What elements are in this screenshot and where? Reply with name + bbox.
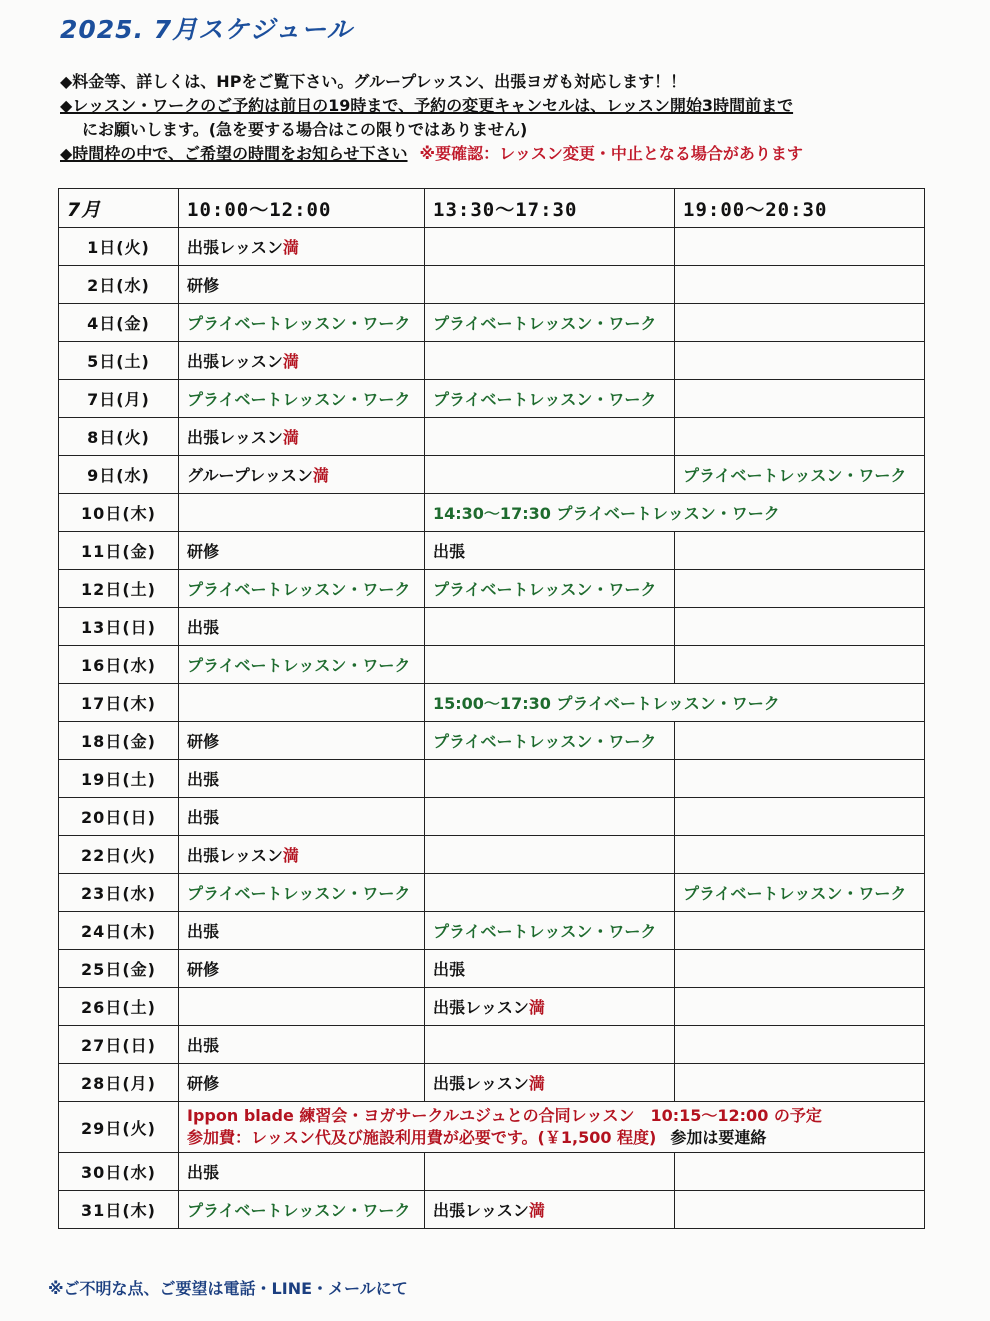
slot-evening (675, 456, 925, 494)
slot-text: 14:30～17:30 プライベートレッスン・ワーク (433, 504, 780, 523)
note-line-1: ◆料金等、詳しくは、HPをご覧下さい。グループレッスン、出張ヨガも対応します！！ (60, 72, 687, 91)
slot-morning (179, 418, 425, 456)
table-row (59, 988, 925, 1026)
special-event-cell (179, 1102, 925, 1153)
slot-text: プライベートレッスン・ワーク (187, 390, 411, 409)
row-date: 8日(火) (59, 418, 179, 456)
slot-evening (675, 646, 925, 684)
row-date: 2日(水) (59, 266, 179, 304)
slot-evening (675, 1064, 925, 1102)
slot-morning (179, 570, 425, 608)
slot-morning (179, 836, 425, 874)
note-line-4-text: ◆時間枠の中で、ご希望の時間をお知らせ下さい (60, 144, 408, 163)
slot-text: 出張 (187, 1036, 220, 1055)
slot-afternoon (425, 304, 675, 342)
slot-afternoon (425, 228, 675, 266)
row-date: 25日(金) (59, 950, 179, 988)
slot-afternoon (425, 722, 675, 760)
slot-afternoon (425, 1153, 675, 1191)
page-title: 2025. 7月スケジュール (60, 15, 353, 44)
slot-text: 出張レッスン (433, 1074, 529, 1093)
table-row (59, 798, 925, 836)
slot-afternoon (425, 912, 675, 950)
slot-afternoon (425, 380, 675, 418)
slot-morning (179, 494, 425, 532)
full-mark: 満 (282, 846, 299, 865)
note-warning: ※要確認：レッスン変更・中止となる場合があります (419, 144, 803, 163)
slot-text: 研修 (187, 1074, 220, 1093)
table-row (59, 380, 925, 418)
slot-text: プライベートレッスン・ワーク (433, 390, 657, 409)
slot-text: 研修 (187, 960, 220, 979)
slot-text: 出張 (187, 770, 220, 789)
slot-evening (675, 912, 925, 950)
slot-evening (675, 304, 925, 342)
slot-evening (675, 228, 925, 266)
slot-morning (179, 1153, 425, 1191)
table-header-row (59, 189, 925, 228)
slot-evening (675, 836, 925, 874)
slot-evening (675, 532, 925, 570)
slot-morning (179, 988, 425, 1026)
slot-morning (179, 1026, 425, 1064)
table-row (59, 1064, 925, 1102)
slot-afternoon-evening (425, 684, 925, 722)
slot-afternoon (425, 570, 675, 608)
row-date: 27日(日) (59, 1026, 179, 1064)
table-row (59, 532, 925, 570)
slot-afternoon (425, 418, 675, 456)
slot-morning (179, 304, 425, 342)
slot-text: 研修 (187, 732, 220, 751)
slot-afternoon (425, 342, 675, 380)
slot-text: プライベートレッスン・ワーク (433, 922, 657, 941)
slot-evening (675, 380, 925, 418)
slot-morning (179, 456, 425, 494)
full-mark: 満 (528, 1201, 545, 1220)
slot-afternoon (425, 950, 675, 988)
row-date: 18日(金) (59, 722, 179, 760)
slot-afternoon-evening (425, 494, 925, 532)
table-row (59, 1026, 925, 1064)
slot-text: 出張 (187, 618, 220, 637)
slot-evening (675, 418, 925, 456)
note-line-2 (60, 94, 960, 118)
slot-text: 研修 (187, 276, 220, 295)
slot-text: プライベートレッスン・ワーク (187, 580, 411, 599)
slot-evening (675, 760, 925, 798)
slot-morning (179, 684, 425, 722)
table-row (59, 646, 925, 684)
row-date: 10日(木) (59, 494, 179, 532)
table-row (59, 342, 925, 380)
special-event-line-1: Ippon blade 練習会・ヨガサークルユジュとの合同レッスン 10:15～12:00 の予定 (187, 1106, 822, 1125)
row-date: 30日(水) (59, 1153, 179, 1191)
table-row (59, 266, 925, 304)
slot-text: 15:00～17:30 プライベートレッスン・ワーク (433, 694, 780, 713)
table-row (59, 456, 925, 494)
slot-text: 出張レッスン (187, 846, 283, 865)
slot-morning (179, 912, 425, 950)
slot-morning (179, 874, 425, 912)
slot-afternoon (425, 1064, 675, 1102)
slot-evening (675, 988, 925, 1026)
slot-text: 出張 (187, 922, 220, 941)
notes-block (60, 70, 960, 166)
header-slot-morning: 10:00～12:00 (179, 189, 425, 228)
table-row (59, 1153, 925, 1191)
row-date: 24日(木) (59, 912, 179, 950)
slot-evening (675, 874, 925, 912)
slot-text: 研修 (187, 542, 220, 561)
slot-evening (675, 1026, 925, 1064)
row-date: 7日(月) (59, 380, 179, 418)
slot-evening (675, 722, 925, 760)
table-row (59, 304, 925, 342)
row-date: 20日(日) (59, 798, 179, 836)
table-row (59, 874, 925, 912)
slot-morning (179, 722, 425, 760)
header-slot-evening: 19:00～20:30 (675, 189, 925, 228)
slot-text: 出張レッスン (187, 238, 283, 257)
row-date: 12日(土) (59, 570, 179, 608)
slot-morning (179, 228, 425, 266)
slot-evening (675, 950, 925, 988)
slot-text: 出張 (187, 808, 220, 827)
slot-afternoon (425, 608, 675, 646)
table-row (59, 950, 925, 988)
slot-text: 出張 (187, 1163, 220, 1182)
table-row (59, 228, 925, 266)
table-row (59, 418, 925, 456)
table-row (59, 912, 925, 950)
slot-morning (179, 1064, 425, 1102)
slot-morning (179, 798, 425, 836)
full-mark: 満 (528, 998, 545, 1017)
note-line-4 (60, 142, 960, 166)
slot-text: プライベートレッスン・ワーク (187, 884, 411, 903)
slot-morning (179, 950, 425, 988)
slot-text: 出張 (433, 542, 466, 561)
table-row (59, 1191, 925, 1229)
slot-afternoon (425, 874, 675, 912)
header-slot-afternoon: 13:30～17:30 (425, 189, 675, 228)
full-mark: 満 (282, 238, 299, 257)
slot-text: 出張 (433, 960, 466, 979)
slot-afternoon (425, 532, 675, 570)
slot-morning (179, 646, 425, 684)
table-row (59, 608, 925, 646)
row-date: 16日(水) (59, 646, 179, 684)
row-date: 5日(土) (59, 342, 179, 380)
row-date: 31日(木) (59, 1191, 179, 1229)
slot-text: 出張レッスン (187, 352, 283, 371)
slot-evening (675, 798, 925, 836)
slot-evening (675, 1153, 925, 1191)
row-date: 26日(土) (59, 988, 179, 1026)
table-row (59, 1102, 925, 1153)
row-date: 11日(金) (59, 532, 179, 570)
slot-text: プライベートレッスン・ワーク (683, 884, 907, 903)
footer-contact-note: ※ご不明な点、ご要望は電話・LINE・メールにて (48, 1279, 408, 1298)
slot-afternoon (425, 1191, 675, 1229)
slot-evening (675, 342, 925, 380)
full-mark: 満 (528, 1074, 545, 1093)
note-line-2-text: ◆レッスン・ワークのご予約は前日の19時まで、予約の変更キャンセルは、レッスン開始3時間前まで (60, 96, 794, 115)
table-row (59, 494, 925, 532)
full-mark: 満 (282, 352, 299, 371)
row-date: 17日(木) (59, 684, 179, 722)
row-date: 22日(火) (59, 836, 179, 874)
slot-morning (179, 342, 425, 380)
row-date: 13日(日) (59, 608, 179, 646)
row-date: 19日(土) (59, 760, 179, 798)
schedule-table (58, 188, 925, 1229)
slot-evening (675, 570, 925, 608)
full-mark: 満 (312, 466, 329, 485)
slot-morning (179, 1191, 425, 1229)
table-row (59, 722, 925, 760)
table-row (59, 684, 925, 722)
table-row (59, 836, 925, 874)
slot-text: 出張レッスン (433, 1201, 529, 1220)
row-date: 9日(水) (59, 456, 179, 494)
row-date: 23日(水) (59, 874, 179, 912)
slot-afternoon (425, 456, 675, 494)
special-event-contact-required: 参加は要連絡 (670, 1128, 767, 1147)
slot-text: プライベートレッスン・ワーク (433, 732, 657, 751)
slot-morning (179, 266, 425, 304)
slot-morning (179, 532, 425, 570)
slot-evening (675, 1191, 925, 1229)
slot-text: 出張レッスン (433, 998, 529, 1017)
slot-morning (179, 608, 425, 646)
slot-afternoon (425, 836, 675, 874)
special-event-line-2 (187, 1127, 916, 1149)
slot-afternoon (425, 646, 675, 684)
table-row (59, 570, 925, 608)
header-month: 7月 (59, 189, 179, 228)
row-date: 28日(月) (59, 1064, 179, 1102)
slot-evening (675, 266, 925, 304)
slot-text: プライベートレッスン・ワーク (187, 656, 411, 675)
row-date: 29日(火) (59, 1102, 179, 1153)
slot-text: プライベートレッスン・ワーク (187, 1201, 411, 1220)
slot-afternoon (425, 798, 675, 836)
slot-text: プライベートレッスン・ワーク (187, 314, 411, 333)
table-row (59, 760, 925, 798)
slot-text: プライベートレッスン・ワーク (433, 314, 657, 333)
slot-afternoon (425, 760, 675, 798)
special-event-fee: 参加費：レッスン代及び施設利用費が必要です。(￥1,500 程度) (187, 1128, 657, 1147)
slot-afternoon (425, 988, 675, 1026)
slot-morning (179, 760, 425, 798)
slot-evening (675, 608, 925, 646)
slot-afternoon (425, 266, 675, 304)
slot-afternoon (425, 1026, 675, 1064)
row-date: 4日(金) (59, 304, 179, 342)
full-mark: 満 (282, 428, 299, 447)
schedule-body (59, 228, 925, 1229)
slot-text: 出張レッスン (187, 428, 283, 447)
slot-morning (179, 380, 425, 418)
slot-text: プライベートレッスン・ワーク (433, 580, 657, 599)
row-date: 1日(火) (59, 228, 179, 266)
slot-text: グループレッスン (187, 466, 313, 485)
note-line-3: にお願いします。(急を要する場合はこの限りではありません) (82, 120, 528, 139)
slot-text: プライベートレッスン・ワーク (683, 466, 907, 485)
